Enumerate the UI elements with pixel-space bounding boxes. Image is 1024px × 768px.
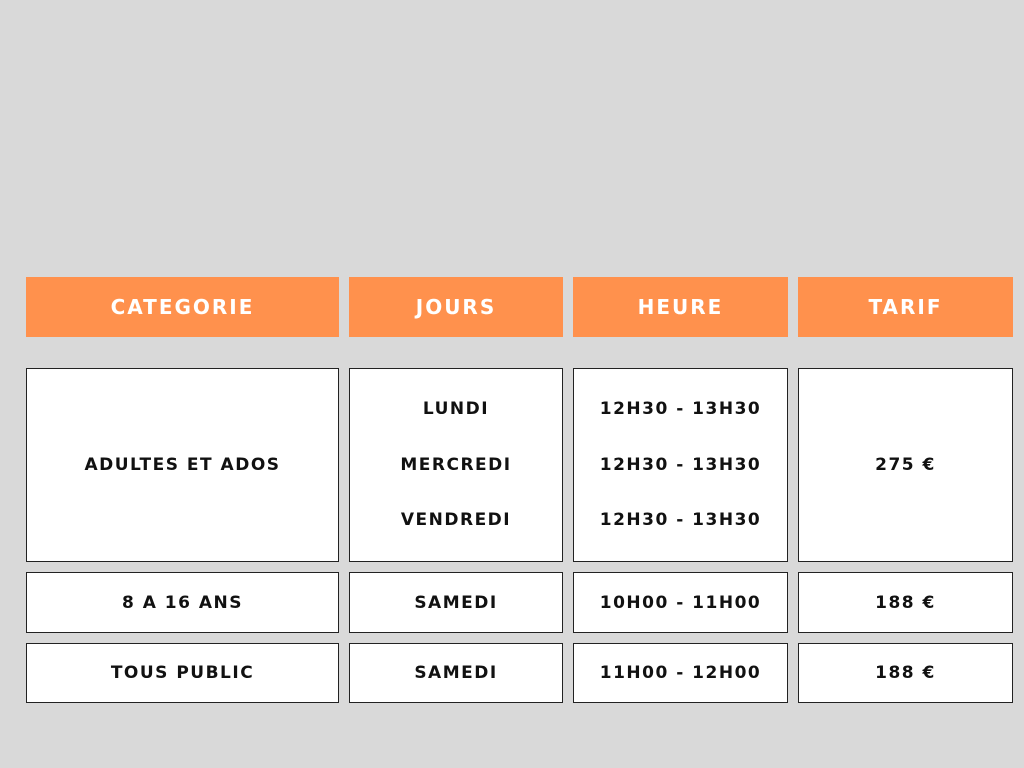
tarif-text: 275 € [875, 455, 936, 475]
header-heure: HEURE [573, 277, 788, 337]
header-tarif: TARIF [798, 277, 1013, 337]
tarif-text: 188 € [875, 592, 936, 613]
heure-text: 12H30 - 13H30 [599, 399, 762, 419]
heure-text: 12H30 - 13H30 [599, 510, 762, 530]
jour-text: SAMEDI [414, 592, 498, 613]
row-3-tarif [798, 643, 1013, 703]
row-1-tarif [798, 368, 1013, 562]
row-2-heures [573, 572, 788, 633]
jour-text: SAMEDI [414, 663, 498, 683]
row-1-heures [573, 368, 788, 562]
row-3-jours [349, 643, 563, 703]
header-categorie: CATEGORIE [26, 277, 339, 337]
heure-text: 10H00 - 11H00 [599, 592, 762, 613]
heure-text: 12H30 - 13H30 [599, 454, 762, 475]
row-1-jours [349, 368, 563, 562]
categorie-text: 8 A 16 ANS [121, 592, 244, 613]
header-jours: JOURS [349, 277, 563, 337]
jour-text: MERCREDI [400, 454, 512, 475]
heure-text: 11H00 - 12H00 [599, 663, 762, 683]
row-2-jours [349, 572, 563, 633]
row-3-heures [573, 643, 788, 703]
categorie-text: TOUS PUBLIC [110, 663, 255, 683]
categorie-text: ADULTES ET ADOS [84, 455, 281, 475]
row-1-categorie [26, 368, 339, 562]
jour-text: LUNDI [422, 399, 490, 419]
row-2-tarif [798, 572, 1013, 633]
row-2-categorie [26, 572, 339, 633]
row-3-categorie [26, 643, 339, 703]
jour-text: VENDREDI [400, 510, 512, 530]
tarif-text: 188 € [875, 663, 936, 683]
